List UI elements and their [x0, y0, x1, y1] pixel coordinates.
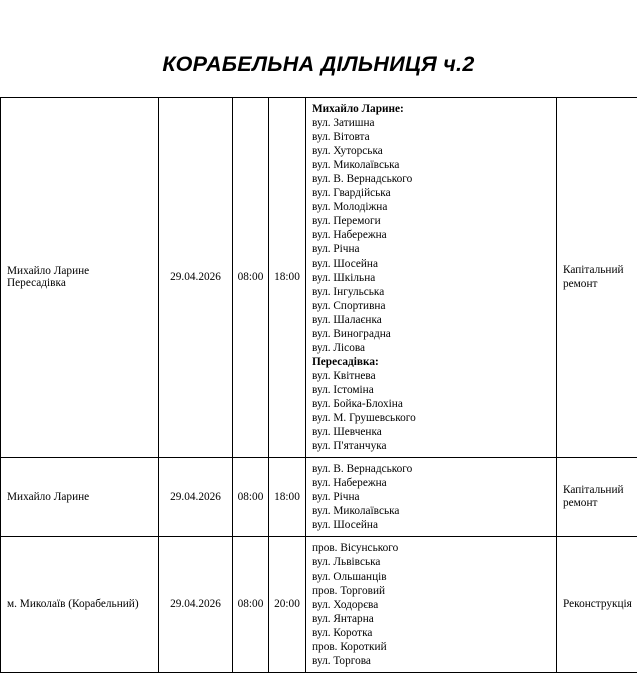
- street-item: вул. Янтарна: [312, 612, 552, 626]
- street-item: вул. В. Вернадського: [312, 172, 552, 186]
- street-item: вул. Набережна: [312, 476, 552, 490]
- table-body: [1, 98, 637, 673]
- locality-line: Михайло Ларине: [7, 492, 152, 503]
- street-item: вул. Квітнева: [312, 369, 552, 383]
- locality-cell: [1, 537, 159, 672]
- street-group-heading: Пересадівка:: [312, 355, 552, 369]
- date-cell: 29.04.2026: [159, 458, 233, 537]
- street-item: вул. Річна: [312, 490, 552, 504]
- street-item: вул. М. Грушевського: [312, 411, 552, 425]
- locality-line: Пересадівка: [7, 278, 152, 289]
- street-item: вул. Інгульська: [312, 285, 552, 299]
- table-row: [1, 458, 637, 537]
- street-group-heading: Михайло Ларине:: [312, 102, 552, 116]
- street-item: вул. Шкільна: [312, 271, 552, 285]
- work-type-line: Капітальний: [563, 264, 633, 278]
- work-type-line: ремонт: [563, 497, 633, 511]
- street-item: вул. Гвардійська: [312, 186, 552, 200]
- street-item: вул. В. Вернадського: [312, 462, 552, 476]
- streets-cell: [306, 537, 557, 672]
- outage-schedule-table: [0, 97, 637, 673]
- street-item: вул. Набережна: [312, 228, 552, 242]
- time-to-cell: 18:00: [269, 458, 306, 537]
- street-item: вул. Виноградна: [312, 327, 552, 341]
- street-item: пров. Вісунського: [312, 541, 552, 555]
- locality-line: м. Миколаїв (Корабельний): [7, 599, 152, 610]
- street-item: вул. Ходорєва: [312, 598, 552, 612]
- street-item: вул. Хуторська: [312, 144, 552, 158]
- street-item: вул. Ольшанців: [312, 570, 552, 584]
- street-item: вул. Істоміна: [312, 383, 552, 397]
- street-item: вул. Шалаєнка: [312, 313, 552, 327]
- locality-cell: [1, 98, 159, 458]
- street-item: вул. Миколаївська: [312, 504, 552, 518]
- street-item: пров. Торговий: [312, 584, 552, 598]
- work-type-line: ремонт: [563, 278, 633, 292]
- page-title: КОРАБЕЛЬНА ДІЛЬНИЦЯ ч.2: [0, 52, 637, 77]
- street-item: вул. Молодіжна: [312, 200, 552, 214]
- time-from-cell: 08:00: [233, 537, 269, 672]
- time-from-cell: 08:00: [233, 98, 269, 458]
- table-row: [1, 98, 637, 458]
- street-item: вул. Вітовта: [312, 130, 552, 144]
- streets-cell: [306, 98, 557, 458]
- street-item: вул. Перемоги: [312, 214, 552, 228]
- table-row: [1, 537, 637, 672]
- street-list: [312, 102, 552, 453]
- street-item: вул. Лісова: [312, 341, 552, 355]
- street-item: вул. Шевченка: [312, 425, 552, 439]
- street-item: вул. Шосейна: [312, 518, 552, 532]
- work-type-line: Капітальний: [563, 484, 633, 498]
- locality-cell: [1, 458, 159, 537]
- street-item: вул. Торгова: [312, 654, 552, 668]
- street-item: вул. Затишна: [312, 116, 552, 130]
- street-item: вул. Миколаївська: [312, 158, 552, 172]
- work-type-line: Реконструкція: [563, 598, 633, 612]
- work-type-cell: [557, 537, 637, 672]
- street-list: [312, 462, 552, 532]
- street-item: вул. Львівська: [312, 555, 552, 569]
- locality-line: Михайло Ларине: [7, 266, 152, 277]
- date-cell: 29.04.2026: [159, 537, 233, 672]
- street-item: пров. Короткий: [312, 640, 552, 654]
- time-to-cell: 20:00: [269, 537, 306, 672]
- street-item: вул. Спортивна: [312, 299, 552, 313]
- time-from-cell: 08:00: [233, 458, 269, 537]
- street-item: вул. Річна: [312, 242, 552, 256]
- street-item: вул. П'ятанчука: [312, 439, 552, 453]
- street-list: [312, 541, 552, 667]
- street-item: вул. Бойка-Блохіна: [312, 397, 552, 411]
- date-cell: 29.04.2026: [159, 98, 233, 458]
- street-item: вул. Коротка: [312, 626, 552, 640]
- work-type-cell: [557, 98, 637, 458]
- street-item: вул. Шосейна: [312, 257, 552, 271]
- time-to-cell: 18:00: [269, 98, 306, 458]
- work-type-cell: [557, 458, 637, 537]
- streets-cell: [306, 458, 557, 537]
